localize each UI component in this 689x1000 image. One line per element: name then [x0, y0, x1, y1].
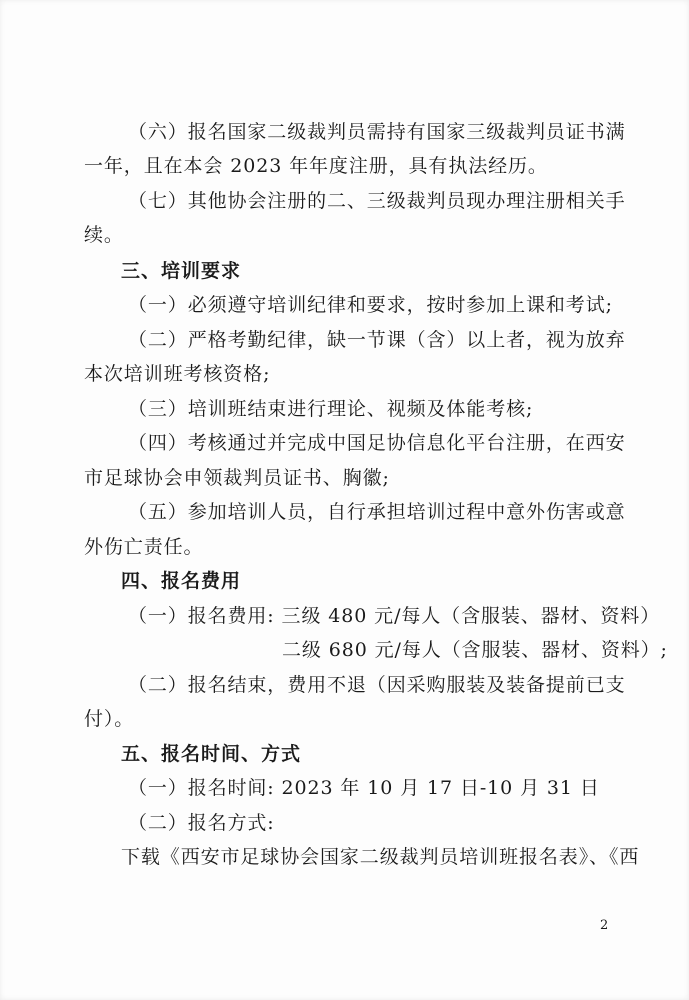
page-number: 2: [600, 918, 609, 933]
training-item-4-line-2: 市足球协会申领裁判员证书、胸徽;: [84, 467, 390, 489]
training-item-1: （一）必须遵守培训纪律和要求，按时参加上课和考试;: [128, 294, 613, 316]
fee-item-1-line-1: （一）报名费用: 三级 480 元/每人（含服装、器材、资料）: [128, 605, 661, 627]
fee-item-2-line-2: 付）。: [84, 708, 135, 730]
training-item-4-line-1: （四）考核通过并完成中国足协信息化平台注册，在西安: [128, 432, 626, 454]
section-heading-training-requirements: 三、培训要求: [121, 260, 242, 282]
section-heading-registration-fee: 四、报名费用: [121, 570, 242, 592]
registration-method: （二）报名方式:: [128, 812, 275, 834]
section-heading-registration-time-method: 五、报名时间、方式: [121, 743, 302, 765]
registration-time: （一）报名时间: 2023 年 10 月 17 日-10 月 31 日: [128, 777, 600, 799]
training-item-5-line-2: 外伤亡责任。: [84, 536, 204, 558]
clause-seven-line-1: （七）其他协会注册的二、三级裁判员现办理注册相关手: [128, 190, 626, 212]
fee-item-2-line-1: （二）报名结束，费用不退（因采购服装及装备提前已支: [128, 674, 626, 696]
download-instruction-line: 下载《西安市足球协会国家二级裁判员培训班报名表》、《西: [121, 846, 640, 868]
clause-six-line-1: （六）报名国家二级裁判员需持有国家三级裁判员证书满: [128, 121, 626, 143]
clause-seven-line-2: 续。: [84, 224, 124, 246]
clause-six-line-2: 一年，且在本会 2023 年年度注册，具有执法经历。: [84, 155, 548, 177]
training-item-2-line-1: （二）严格考勤纪律，缺一节课（含）以上者，视为放弃: [128, 329, 626, 351]
training-item-5-line-1: （五）参加培训人员，自行承担培训过程中意外伤害或意: [128, 501, 626, 523]
fee-item-1-line-2: 二级 680 元/每人（含服装、器材、资料）;: [282, 639, 668, 661]
training-item-2-line-2: 本次培训班考核资格;: [84, 363, 271, 385]
training-item-3: （三）培训班结束进行理论、视频及体能考核;: [128, 398, 534, 420]
